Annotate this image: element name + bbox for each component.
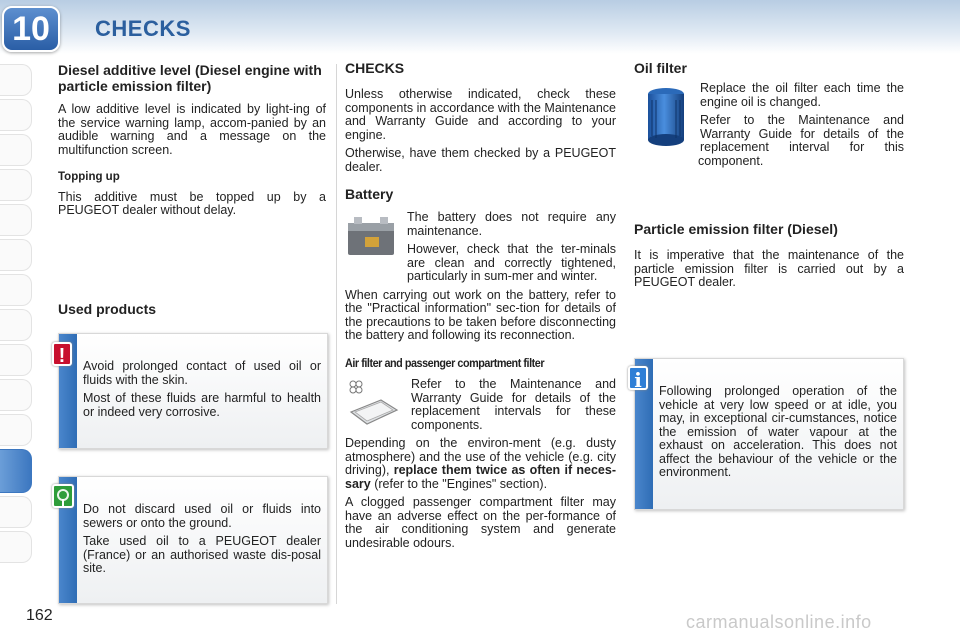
topping-up-text: This additive must be topped up by a PEUGEOT dealer without delay. bbox=[58, 189, 326, 217]
info-icon: i bbox=[628, 366, 648, 390]
battery-text-2: However, check that the ter-minals are clean and correctly tightened, particularly in sum-mer and winter. bbox=[407, 242, 616, 283]
oil-filter-block bbox=[634, 82, 904, 173]
checks-text-2: Otherwise, have them checked by a PEUGEOT dealer. bbox=[345, 146, 616, 174]
checks-heading: CHECKS bbox=[345, 60, 405, 76]
info-note bbox=[634, 358, 904, 510]
chapter-tab[interactable] bbox=[0, 344, 32, 376]
diesel-additive-heading: Diesel additive level (Diesel engine with particle emission filter) bbox=[58, 62, 322, 94]
header-bar bbox=[0, 0, 960, 54]
air-filter-text-1: Refer to the Maintenance and Warranty Guide for details of the replacement intervals for these components. bbox=[411, 377, 616, 432]
warning-note-text-1: Avoid prolonged contact of used oil or fluids with the skin. bbox=[83, 359, 321, 387]
oil-filter-icon bbox=[642, 86, 690, 148]
column-left bbox=[58, 60, 326, 326]
battery-icon bbox=[345, 211, 397, 259]
info-note-text: Following prolonged operation of the vehicle at very low speed or at idle, you may, in exceptional cir-cumstances, notice the emission of water vapour at the exhaust on acceleration. This does not affect the behaviour of the vehicle or the environment. bbox=[659, 384, 897, 479]
column-middle bbox=[345, 60, 616, 555]
chapter-tabs bbox=[0, 64, 32, 566]
eco-icon bbox=[52, 484, 74, 508]
chapter-tab[interactable] bbox=[0, 496, 32, 528]
column-divider bbox=[336, 64, 337, 604]
chapter-tab-active[interactable] bbox=[0, 449, 32, 493]
air-filter-text-3: A clogged passenger compartment filter may have an adverse effect on the per-formance of the air conditioning system and generate undesirable odours. bbox=[345, 495, 616, 550]
cabin-filter-icon bbox=[345, 378, 401, 430]
chapter-tab[interactable] bbox=[0, 309, 32, 341]
battery-heading: Battery bbox=[345, 186, 394, 202]
diesel-additive-text: A low additive level is indicated by light-ing of the service warning lamp, accom-panied by an audible warning and a message on the multifunction screen. bbox=[58, 102, 326, 157]
air-filter-emphasis: replace them twice as often if neces-sary bbox=[345, 463, 616, 491]
chapter-tab[interactable] bbox=[0, 204, 32, 236]
page-number: 162 bbox=[26, 607, 53, 624]
battery-text-1: The battery does not require any maintenance. bbox=[407, 210, 616, 238]
eco-note-text-2: Take used oil to a PEUGEOT dealer (France) or an authorised waste dis-posal site. bbox=[83, 534, 321, 575]
battery-text-3: When carrying out work on the battery, refer to the "Practical information" sec-tion for details of the precautions to be taken before disconnecting the battery and following its reconnection. bbox=[345, 287, 616, 342]
checks-text-1: Unless otherwise indicated, check these components in accordance with the Maintenance and Warranty Guide and according to your engine. bbox=[345, 87, 616, 142]
oil-filter-text-1: Replace the oil filter each time the engine oil is changed. bbox=[700, 81, 904, 109]
chapter-tab[interactable] bbox=[0, 169, 32, 201]
air-filter-heading: Air filter and passenger compartment filter bbox=[345, 355, 545, 370]
particle-filter-text: It is imperative that the maintenance of the particle emission filter is carried out by a PEUGEOT dealer. bbox=[634, 248, 904, 289]
chapter-tab[interactable] bbox=[0, 99, 32, 131]
air-filter-block bbox=[345, 378, 616, 491]
chapter-tab[interactable] bbox=[0, 414, 32, 446]
air-filter-text-2: Depending on the environ-ment (e.g. dusty atmosphere) and the use of the vehicle (e.g. city driving), replace them twice as often if neces-sary (refer to the "Engines" section). bbox=[345, 436, 616, 491]
chapter-tab[interactable] bbox=[0, 239, 32, 271]
battery-block bbox=[345, 211, 616, 289]
column-right bbox=[634, 60, 904, 295]
warning-icon: ! bbox=[52, 342, 72, 366]
chapter-tab[interactable] bbox=[0, 379, 32, 411]
chapter-tab[interactable] bbox=[0, 531, 32, 563]
topping-up-heading: Topping up bbox=[58, 171, 120, 183]
watermark: carmanualsonline.info bbox=[686, 612, 872, 632]
chapter-tab[interactable] bbox=[0, 64, 32, 96]
used-products-heading: Used products bbox=[58, 300, 157, 317]
eco-note bbox=[58, 476, 328, 604]
chapter-number: 10 bbox=[2, 6, 60, 52]
chapter-tab[interactable] bbox=[0, 134, 32, 166]
warning-note-text-2: Most of these fluids are harmful to health or indeed very corrosive. bbox=[83, 391, 321, 419]
eco-note-text-1: Do not discard used oil or fluids into sewers or onto the ground. bbox=[83, 502, 321, 530]
chapter-tab[interactable] bbox=[0, 274, 32, 306]
oil-filter-text-2: Refer to the Maintenance and Warranty Guide for details of the replacement interval for this component. bbox=[698, 113, 904, 168]
page-title: CHECKS bbox=[95, 16, 191, 41]
particle-filter-heading: Particle emission filter (Diesel) bbox=[634, 221, 838, 237]
warning-note bbox=[58, 333, 328, 449]
oil-filter-heading: Oil filter bbox=[634, 60, 687, 76]
